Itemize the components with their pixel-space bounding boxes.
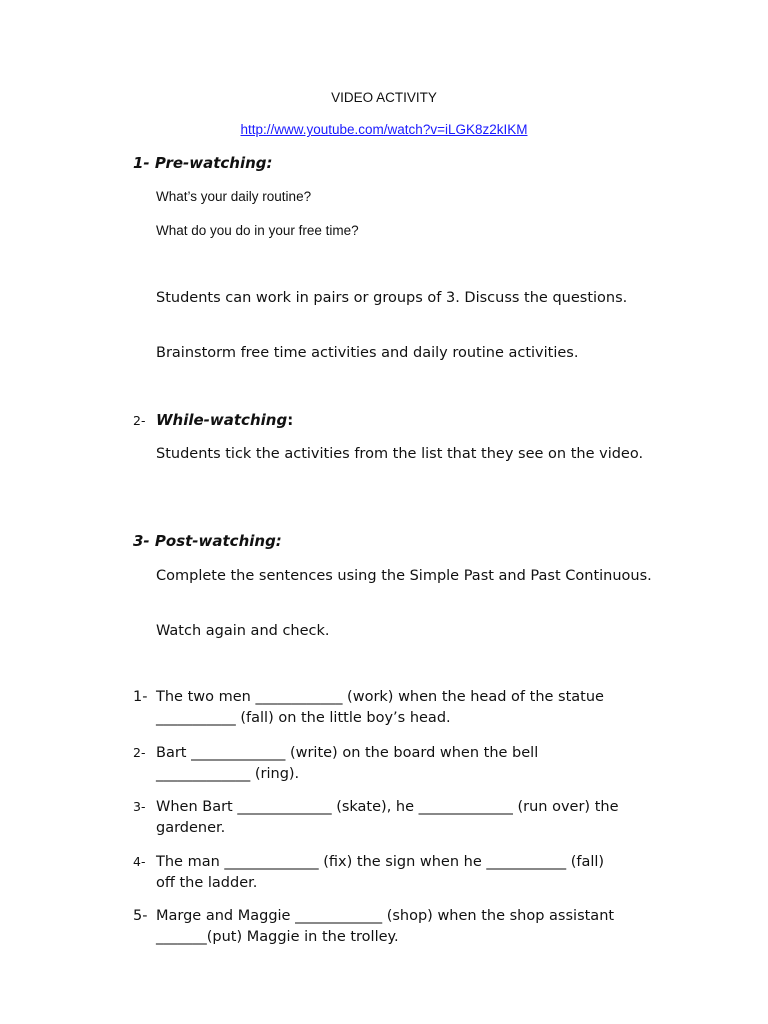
- exercise-item: [133, 796, 663, 839]
- question-daily-routine: What’s your daily routine?: [156, 189, 312, 204]
- exercise-line: _____________ (ring).: [156, 766, 300, 782]
- exercise-line: ___________ (fall) on the little boy’s head.: [156, 710, 451, 726]
- exercise-number: 4-: [133, 854, 146, 869]
- exercise-line: off the ladder.: [156, 875, 258, 891]
- question-free-time: What do you do in your free time?: [156, 223, 359, 238]
- exercise-number: 5-: [133, 908, 148, 924]
- section-title: Pre-watching:: [154, 154, 273, 172]
- instruction-watch-again: Watch again and check.: [156, 623, 330, 639]
- youtube-link[interactable]: http://www.youtube.com/watch?v=iLGK8z2kIKM: [240, 122, 528, 137]
- section-colon: :: [287, 411, 294, 429]
- section-title: While-watching: [156, 411, 288, 429]
- exercise-line: _______(put) Maggie in the trolley.: [156, 929, 399, 945]
- exercise-line: The two men ____________ (work) when the head of the statue: [156, 689, 604, 705]
- exercise-line: Marge and Maggie ____________ (shop) when the shop assistant: [156, 908, 615, 924]
- exercise-item: [133, 742, 663, 785]
- instruction-pairs: Students can work in pairs or groups of 3. Discuss the questions.: [156, 290, 628, 306]
- section-while-watching-heading: [133, 411, 293, 429]
- exercise-line: When Bart _____________ (skate), he _____________ (run over) the: [156, 799, 619, 815]
- exercise-line: The man _____________ (fix) the sign when he ___________ (fall): [156, 854, 605, 870]
- exercise-item: [133, 906, 663, 948]
- instruction-complete: Complete the sentences using the Simple Past and Past Continuous.: [156, 568, 652, 584]
- section-post-watching-heading: [133, 532, 282, 550]
- section-title: Post-watching:: [154, 532, 282, 550]
- instruction-tick: Students tick the activities from the list that they see on the video.: [156, 446, 644, 462]
- section-number: 2-: [133, 413, 146, 428]
- section-number: 1-: [133, 154, 150, 172]
- exercise-number: 3-: [133, 799, 146, 814]
- document-title: VIDEO ACTIVITY: [331, 90, 437, 105]
- exercise-item: [133, 851, 663, 894]
- exercise-line: gardener.: [156, 820, 226, 836]
- instruction-brainstorm: Brainstorm free time activities and daily routine activities.: [156, 345, 579, 361]
- exercise-item: [133, 687, 663, 729]
- exercise-number: 2-: [133, 745, 146, 760]
- exercise-number: 1-: [133, 689, 148, 705]
- section-pre-watching-heading: [133, 154, 273, 172]
- section-number: 3-: [133, 532, 150, 550]
- exercise-line: Bart _____________ (write) on the board when the bell: [156, 745, 539, 761]
